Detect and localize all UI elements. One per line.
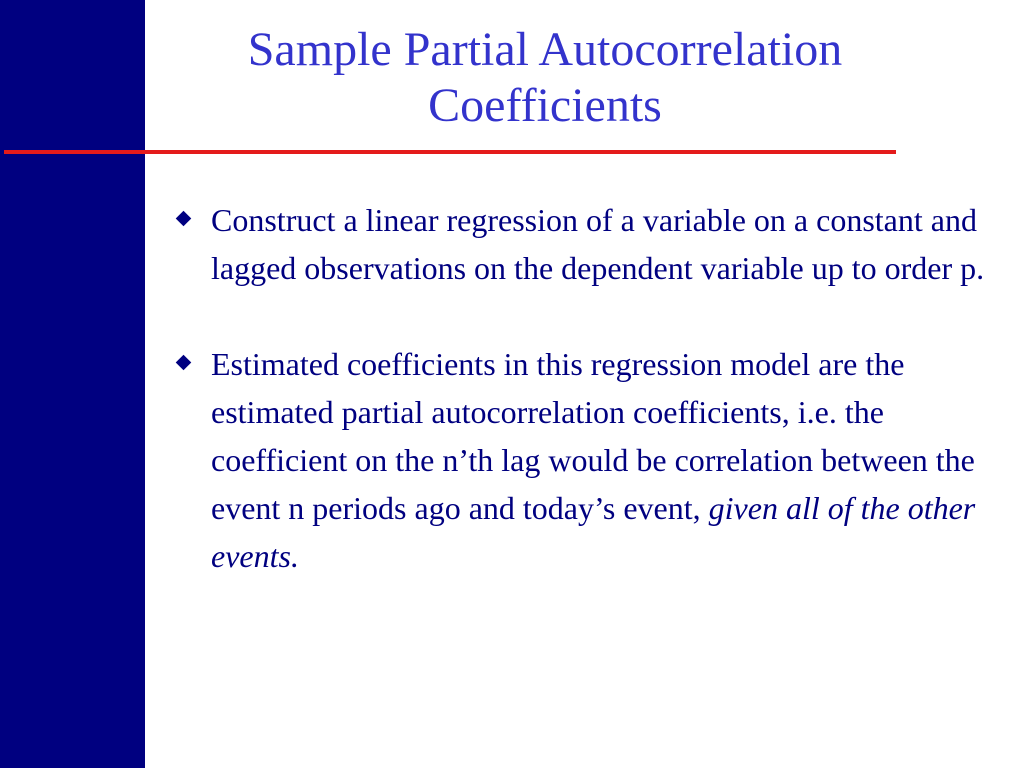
diamond-bullet-icon: [176, 355, 192, 371]
diamond-bullet-icon: [176, 211, 192, 227]
bullet-text: Estimated coefficients in this regression model are the estimated partial autocorrelation coefficients, i.e. the coefficient on the n’th lag would be correlation between the event n periods ago and today’s event,: [211, 346, 975, 526]
left-color-band: [0, 0, 145, 768]
title-divider-rule: [4, 150, 896, 154]
slide-title-line-2: Coefficients: [428, 79, 662, 132]
bullet-item: [172, 196, 992, 292]
slide-title: [145, 22, 945, 134]
bullet-item: [172, 340, 992, 580]
bullet-emphasis-text: given all of the other events.: [211, 490, 976, 574]
slide-title-line-1: Sample Partial Autocorrelation: [247, 23, 843, 76]
bullet-text: Construct a linear regression of a variable on a constant and lagged observations on the dependent variable up to order p.: [211, 202, 985, 286]
bullet-list: [172, 196, 992, 580]
